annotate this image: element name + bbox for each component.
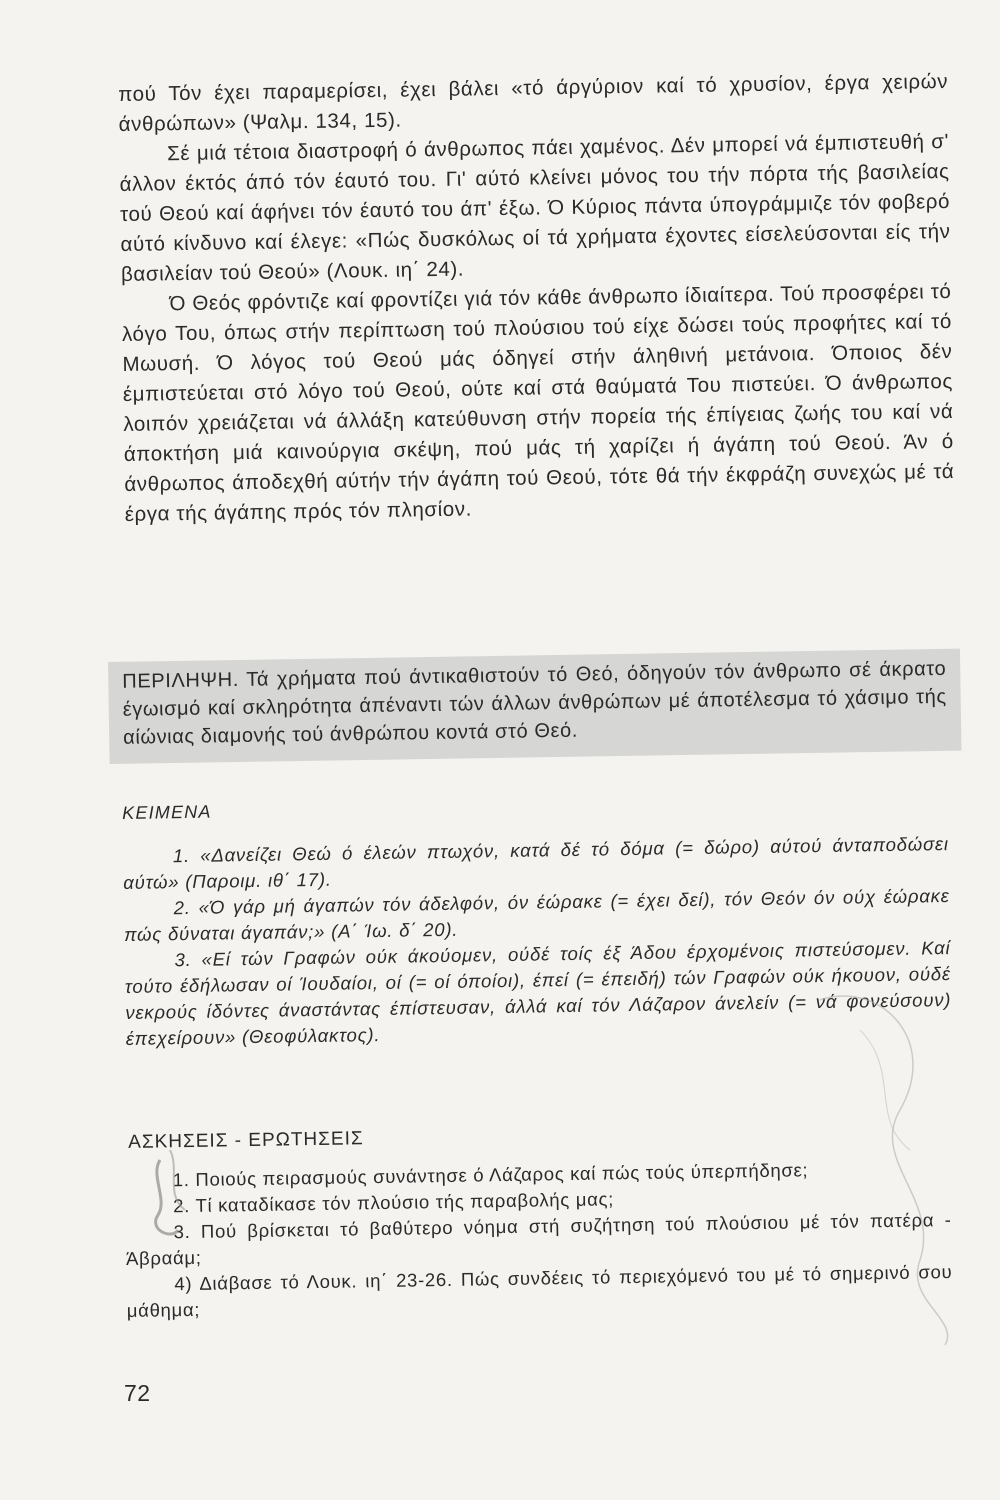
paragraph: Σέ μιά τέτοια διαστροφή ό άνθρωπος πάει χαμένος. Δέν μπορεί νά έμπιστευθή σ' άλλον έκτός άπό τόν έαυτό του. Γι' αύτό κλείνει μόνος του τήν πόρτα τής βασιλείας τού Θεού καί άφήνει τόν έαυτό του άπ' έξω. Ό Κύριος πάντα ύπογράμμιζε τόν φοβερό αύτό κίνδυνο καί έλεγε: «Πώς δυσκόλως οί τά χρήματα έχοντες είσελεύσονται είς τήν βασιλείαν τού Θεού» (Λουκ. ιη΄ 24). bbox=[119, 129, 951, 286]
text-quote: 1. «Δανείζει Θεώ ό έλεών πτωχόν, κατά δέ τό δόμα (= δώρο) αύτού άνταποδώσει αύτώ» (Παροιμ. ιθ΄ 17). bbox=[123, 833, 949, 893]
exercise-item: 1. Ποιούς πειρασμούς συνάντησε ό Λάζαρος καί πώς τούς ύπερπήδησε; bbox=[172, 1159, 809, 1191]
exercises-section bbox=[124, 1117, 953, 1324]
main-text bbox=[118, 67, 955, 530]
exercise-item: 2. Τί καταδίκασε τόν πλούσιο τής παραβολής μας; bbox=[173, 1188, 615, 1217]
summary-box bbox=[108, 649, 961, 764]
text-quote: 2. «Ό γάρ μή άγαπών τόν άδελφόν, όν έώρακε (= έχει δεί), τόν Θεόν όν ούχ έώρακε πώς δύναται άγαπάν;» (Α΄ Ίω. δ΄ 20). bbox=[123, 885, 950, 945]
text-quote: 3. «Εί τών Γραφών ούκ άκούομεν, ούδέ τοίς έξ Άδου έρχομένοις πιστεύσομεν. Καί τούτο έδήλωσαν οί Ίουδαίοι, οί (= οί όποίοι), έπεί (= έπειδή) τών Γραφών ούκ ήκουον, ούδέ νεκρούς ίδόντες άναστάντας έπίστευσαν, άλλά καί τόν Λάζαρον άνελείν (= νά φονεύσουν) έπεχείρουν» (Θεοφύλακτος). bbox=[124, 937, 952, 1049]
texts-section bbox=[122, 787, 952, 1052]
paragraph: πού Τόν έχει παραμερίσει, έχει βάλει «τό άργύριον καί τό χρυσίον, έργα χειρών άνθρώπων» (Ψαλμ. 134, 15). bbox=[118, 69, 949, 136]
exercises-heading: ΑΣΚΗΣΕΙΣ - ΕΡΩΤΗΣΕΙΣ bbox=[128, 1128, 364, 1153]
summary-text: ΠΕΡΙΛΗΨΗ. Τά χρήματα πού άντικαθιστούν τό Θεό, όδηγούν τόν άνθρωπο σέ άκρατο έγωισμό καί σκληρότητα άπέναντι τών άλλων άνθρώπων μέ άποτέλεσμα τό χάσιμο τής αίώνιας διαμονής τού άνθρώπου κοντά στό Θεό. bbox=[122, 657, 947, 749]
texts-heading: ΚΕΙΜΕΝΑ bbox=[122, 801, 212, 823]
exercise-item: 4) Διάβασε τό Λουκ. ιη΄ 23-26. Πώς συνδέεις τό περιεχόμενό του μέ τό σημερινό σου μάθημα; bbox=[126, 1261, 953, 1321]
paragraph: Ό Θεός φρόντιζε καί φροντίζει γιά τόν κάθε άνθρωπο ίδιαίτερα. Τού προσφέρει τό λόγο Του, όπως στήν περίπτωση τού πλούσιου τού είχε δώσει τούς προφήτες καί τό Μωυσή. Ό λόγος τού Θεού μάς όδηγεί στήν άληθινή μετάνοια. Όποιος δέν έμπιστεύεται στό λόγο τού Θεού, ούτε καί στά θαύματά Του πιστεύει. Ό άνθρωπος λοιπόν χρειάζεται νά άλλάξη κατεύθυνση στήν πορεία τής έπίγειας ζωής του καί νά άποκτήση μιά καινούργια σκέψη, πού μάς τή χαρίζει ή άγάπη τού Θεού. Άν ό άνθρωπος άποδεχθή αύτήν τήν άγάπη τού Θεού, τότε θά τήν έκφράζη συνεχώς μέ τά έργα τής άγάπης πρός τόν πλησίον. bbox=[121, 279, 955, 526]
page-number: 72 bbox=[124, 1380, 151, 1406]
exercise-item: 3. Πού βρίσκεται τό βαθύτερο νόημα στή συζήτηση τού πλούσιου μέ τόν πατέρα - Άβραάμ; bbox=[125, 1209, 952, 1269]
